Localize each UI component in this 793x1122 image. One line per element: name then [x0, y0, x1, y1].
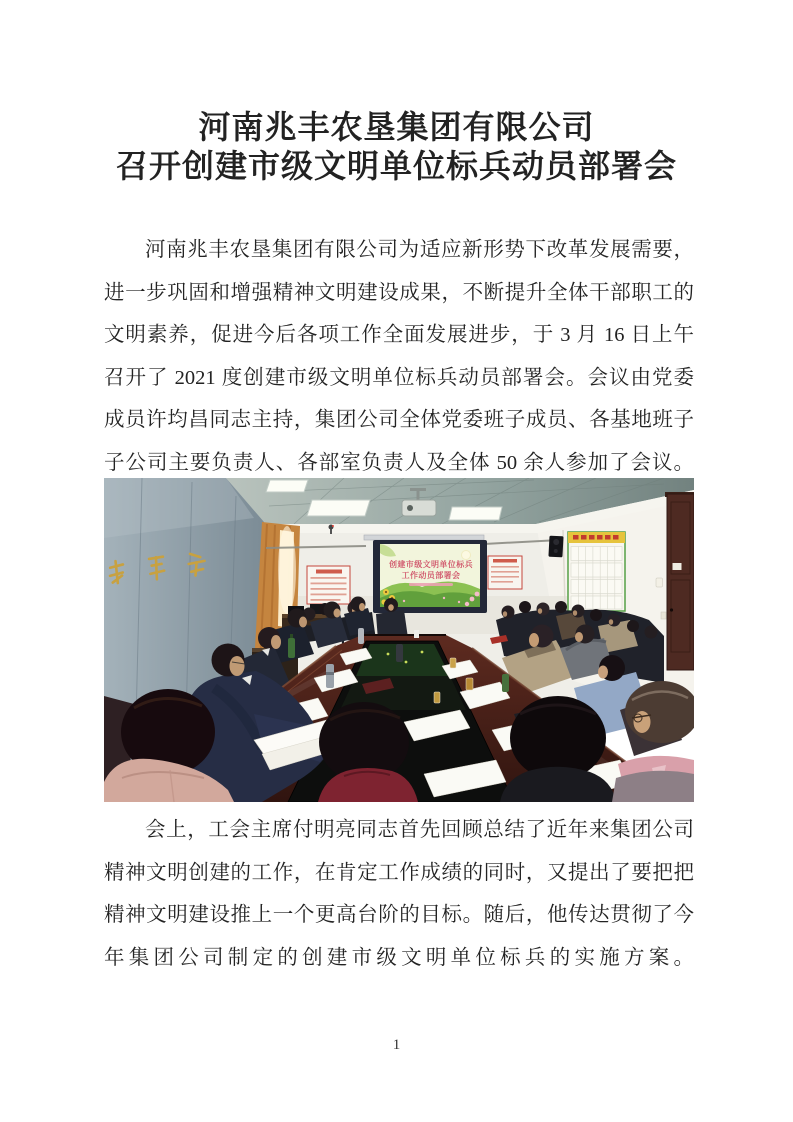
paragraph-line: 召开了 2021 度创建市级文明单位标兵动员部署会。会议由党委: [104, 366, 694, 389]
paragraph-1: [104, 229, 694, 485]
paragraph-line: 子公司主要负责人、各部室负责人及全体 50 余人参加了会议。: [104, 451, 694, 474]
document-title: [0, 108, 793, 186]
svg-text:工作动员部署会: 工作动员部署会: [401, 571, 461, 580]
projection-screen: [364, 535, 487, 613]
page-number: 1: [392, 1037, 401, 1053]
paragraph-line: 年集团公司制定的创建市级文明单位标兵的实施方案。: [104, 946, 694, 969]
meeting-photo: [104, 478, 694, 802]
paragraph-line: 进一步巩固和增强精神文明建设成果，不断提升全体干部职工的: [104, 281, 694, 304]
paragraph-line: 精神文明创建的工作，在肯定工作成绩的同时，又提出了要把把: [104, 861, 694, 884]
paragraph-line: 精神文明建设推上一个更高台阶的目标。随后，他传达贯彻了今: [104, 904, 694, 927]
speaker: [548, 536, 563, 558]
paragraph-line: 会上，工会主席付明亮同志首先回顾总结了近年来集团公司: [145, 819, 694, 841]
chart-board: [568, 532, 625, 611]
poster-left: [307, 566, 350, 604]
svg-text:创建市级文明单位标兵: 创建市级文明单位标兵: [389, 560, 473, 569]
title-line-1: 河南兆丰农垦集团有限公司: [198, 109, 595, 145]
meeting-photo-svg: [104, 478, 694, 802]
paragraph-2: [104, 809, 694, 979]
paragraph-line: 成员许均昌同志主持，集团公司全体党委班子成员、各基地班子: [104, 409, 694, 432]
door: [665, 492, 694, 670]
paragraph-line: 河南兆丰农垦集团有限公司为适应新形势下改革发展需要，: [145, 239, 694, 261]
poster-right: [488, 556, 522, 589]
paragraph-line: 文明素养，促进今后各项工作全面发展进步，于 3 月 16 日上午: [104, 324, 694, 347]
title-line-2: 召开创建市级文明单位标兵动员部署会: [115, 148, 677, 184]
